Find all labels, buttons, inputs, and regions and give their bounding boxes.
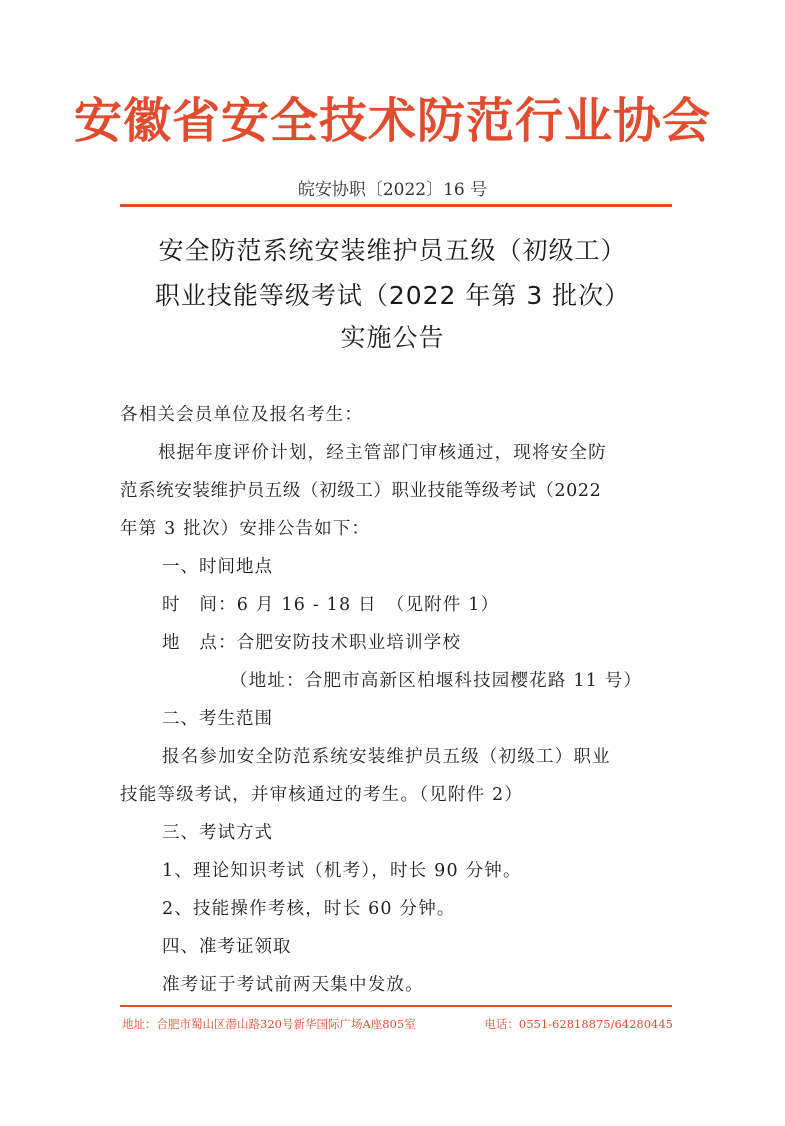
footer-divider [120, 1005, 672, 1007]
footer-phone: 电话：0551-62818875/64280445 [484, 1017, 673, 1031]
headline-line-2: 职业技能等级考试（2022 年第 3 批次） [154, 281, 631, 310]
header-divider [120, 204, 672, 207]
section-heading-candidates: 二、考生范围 [162, 709, 273, 729]
headline-line-3: 实施公告 [340, 323, 445, 352]
footer-address: 地址：合肥市蜀山区潜山路320号新华国际广场A座805室 [122, 1017, 416, 1031]
section-heading-exam-method: 三、考试方式 [162, 823, 273, 843]
intro-line: 年第 3 批次）安排公告如下： [120, 519, 371, 539]
salutation: 各相关会员单位及报名考生： [120, 405, 364, 425]
place-line: 地 点：合肥安防技术职业培训学校 [162, 633, 462, 653]
organization-title: 安徽省安全技术防范行业协会 [73, 93, 711, 149]
time-line: 时 间：6 月 16 - 18 日 （见附件 1） [162, 595, 500, 615]
headline-line-1: 安全防范系统安装维护员五级（初级工） [158, 236, 627, 265]
candidates-line: 技能等级考试，并审核通过的考生。（见附件 2） [120, 785, 524, 805]
section-heading-time-place: 一、时间地点 [162, 557, 273, 577]
exam-method-item: 1、理论知识考试（机考），时长 90 分钟。 [162, 861, 522, 881]
address-line: （地址：合肥市高新区柏堰科技园樱花路 11 号） [230, 671, 643, 691]
intro-line: 根据年度评价计划，经主管部门审核通过，现将安全防 [158, 443, 607, 463]
intro-line: 范系统安装维护员五级（初级工）职业技能等级考试（2022 [120, 481, 602, 501]
admission-ticket-line: 准考证于考试前两天集中发放。 [162, 975, 424, 995]
exam-method-item: 2、技能操作考核，时长 60 分钟。 [162, 899, 456, 919]
candidates-line: 报名参加安全防范系统安装维护员五级（初级工）职业 [162, 747, 611, 767]
document-number: 皖安协职〔2022〕16 号 [297, 180, 488, 200]
section-heading-admission-ticket: 四、准考证领取 [162, 937, 292, 957]
